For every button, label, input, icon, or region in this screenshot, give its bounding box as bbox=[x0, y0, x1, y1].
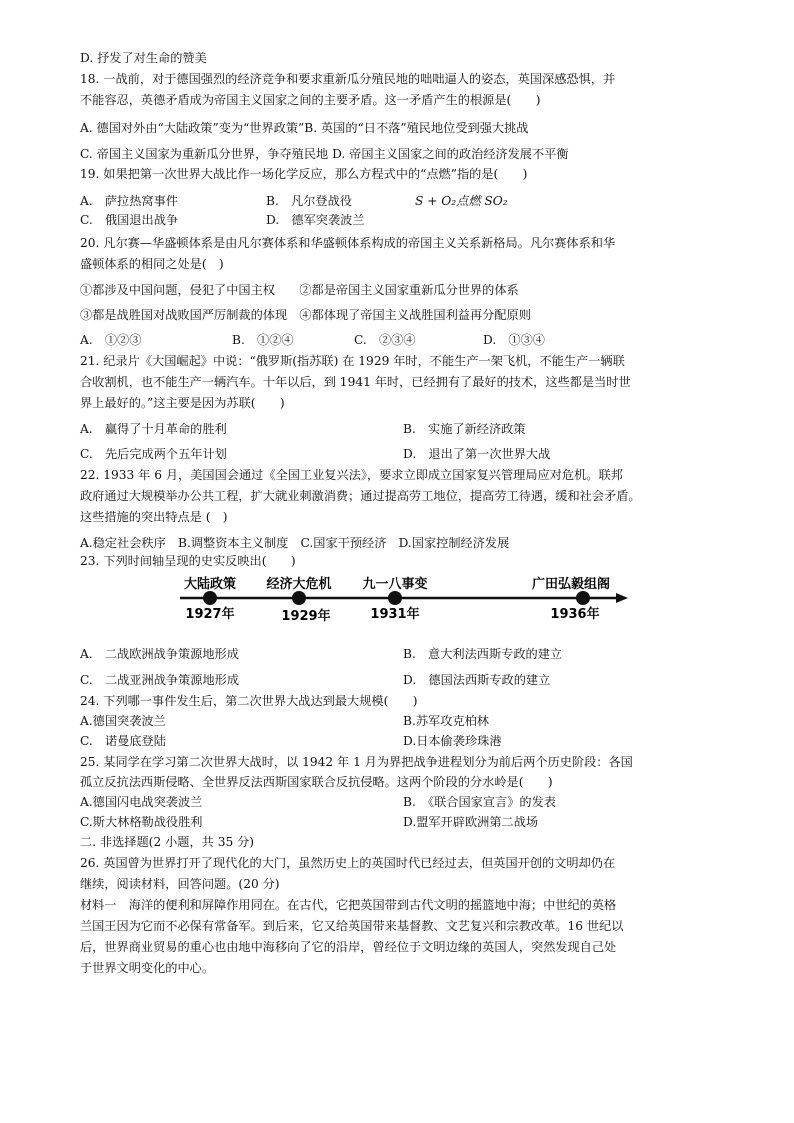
timeline-event-4: 广田弘毅组阁 bbox=[531, 577, 611, 592]
q19-option-a: A. 萨拉热窝事件 bbox=[80, 194, 178, 208]
q20-option-c: C. ②③④ bbox=[354, 333, 416, 347]
q24-option-c: C. 诺曼底登陆 bbox=[80, 734, 166, 748]
q23-option-b: B. 意大利法西斯专政的建立 bbox=[403, 647, 563, 661]
q24-option-d: D.日本偷袭珍珠港 bbox=[403, 734, 502, 748]
q18-stem-line1: 18. 一战前，对于德国强烈的经济竞争和要求重新瓜分殖民地的咄咄逼人的姿态，英国深感恐惧，并 bbox=[80, 72, 616, 86]
q22-stem-line2: 政府通过大规模举办公共工程，扩大就业刺激消费；通过提高劳工地位，提高劳工待遇，缓和社会矛盾。 bbox=[80, 489, 641, 503]
q18-options-cd: C. 帝国主义国家为重新瓜分世界，争夺殖民地 D. 帝国主义国家之间的政治经济发展不平衡 bbox=[80, 147, 569, 161]
q21-option-d: D. 退出了第一次世界大战 bbox=[403, 447, 551, 461]
timeline-dot-1929 bbox=[292, 591, 306, 605]
q20-option-a: A. ①②③ bbox=[80, 333, 142, 347]
q21-stem-line3: 界上最好的。”这主要是因为苏联( ) bbox=[80, 396, 285, 410]
q23-option-a: A. 二战欧洲战争策源地形成 bbox=[80, 647, 239, 661]
q24-option-b: B.苏军攻克柏林 bbox=[403, 714, 489, 728]
timeline-dot-1936 bbox=[576, 591, 590, 605]
q18-stem-line2: 不能容忍，英德矛盾成为帝国主义国家之间的主要矛盾。这一矛盾产生的根源是( ) bbox=[80, 93, 541, 107]
q24-stem: 24. 下列哪一事件发生后，第二次世界大战达到最大规模( ) bbox=[80, 694, 418, 708]
timeline-dot-1927 bbox=[203, 591, 217, 605]
q26-material-line4: 于世界文明变化的中心。 bbox=[80, 961, 215, 975]
q21-option-b: B. 实施了新经济政策 bbox=[403, 422, 526, 436]
q23-option-c: C. 二战亚洲战争策源地形成 bbox=[80, 673, 240, 687]
q21-stem-line2: 合收割机，也不能生产一辆汽车。十年以后，到 1941 年时，已经拥有了最好的技术，这些都是当时世 bbox=[80, 375, 631, 389]
q22-options: A.稳定社会秩序 B.调整资本主义制度 C.国家干预经济 D.国家控制经济发展 bbox=[80, 536, 510, 550]
timeline-year-2: 1929年 bbox=[281, 609, 331, 624]
q20-stem-line1: 20. 凡尔赛—华盛顿体系是由凡尔赛体系和华盛顿体系构成的帝国主义关系新格局。凡尔赛体系和华 bbox=[80, 236, 616, 250]
timeline-arrowhead bbox=[616, 593, 628, 603]
timeline-event-1: 大陆政策 bbox=[183, 577, 237, 592]
q19-option-d: D. 德军突袭波兰 bbox=[266, 213, 365, 227]
q19-option-b: B. 凡尔登战役 bbox=[266, 194, 352, 208]
q20-option-b: B. ①②④ bbox=[232, 333, 294, 347]
q23-stem: 23. 下列时间轴呈现的史实反映出( ) bbox=[80, 554, 296, 568]
q25-stem-line1: 25. 某同学在学习第二次世界大战时，以 1942 年 1 月为界把战争进程划分为前后两个历史阶段：各国 bbox=[80, 755, 633, 769]
section-two-heading: 二. 非选择题(2 小题，共 35 分) bbox=[80, 835, 255, 849]
q20-option-d: D. ①③④ bbox=[483, 333, 545, 347]
timeline-year-3: 1931年 bbox=[370, 607, 420, 622]
q24-option-a: A.德国突袭波兰 bbox=[80, 714, 166, 728]
q19-stem: 19. 如果把第一次世界大战比作一场化学反应，那么方程式中的“点燃”指的是( ) bbox=[80, 167, 528, 181]
q25-option-d: D.盟军开辟欧洲第二战场 bbox=[403, 815, 539, 829]
q22-stem-line1: 22. 1933 年 6 月，美国国会通过《全国工业复兴法》，要求立即成立国家复兴管理局应对危机。联邦 bbox=[80, 468, 623, 482]
history-timeline bbox=[170, 576, 630, 626]
q25-option-b: B. 《联合国家宣言》的发表 bbox=[403, 795, 556, 809]
q17-option-d: D. 抒发了对生命的赞美 bbox=[80, 51, 207, 65]
q19-option-c: C. 俄国退出战争 bbox=[80, 213, 179, 227]
q23-option-d: D. 德国法西斯专政的建立 bbox=[403, 673, 551, 687]
timeline-dot-1931 bbox=[388, 591, 402, 605]
q26-material-line1: 材料一 海洋的便利和屏障作用同在。在古代，它把英国带到古代文明的摇篮地中海；中世纪的英格 bbox=[80, 898, 617, 912]
q20-stem-line2: 盛顿体系的相同之处是( ) bbox=[80, 257, 224, 271]
q19-formula: S + O₂点燃 SO₂ bbox=[415, 194, 508, 208]
q18-options-ab: A. 德国对外由“大陆政策”变为“世界政策”B. 英国的“日不落”殖民地位受到强大挑战 bbox=[80, 121, 529, 135]
q22-stem-line3: 这些措施的突出特点是 ( ) bbox=[80, 510, 228, 524]
timeline-year-4: 1936年 bbox=[550, 607, 600, 622]
q20-statements-12: ①都涉及中国问题，侵犯了中国主权 ②都是帝国主义国家重新瓜分世界的体系 bbox=[80, 283, 519, 297]
timeline-event-3: 九一八事变 bbox=[362, 577, 428, 592]
q26-material-line3: 后，世界商业贸易的重心也由地中海移向了它的沿岸，曾经位于文明边缘的英国人，突然发现自己处 bbox=[80, 940, 617, 954]
q25-stem-line2: 孤立反抗法西斯侵略、全世界反法西斯国家联合反抗侵略。这两个阶段的分水岭是( ) bbox=[80, 775, 553, 789]
q21-option-c: C. 先后完成两个五年计划 bbox=[80, 447, 227, 461]
timeline-event-2: 经济大危机 bbox=[266, 577, 332, 592]
q25-option-c: C.斯大林格勒战役胜利 bbox=[80, 815, 203, 829]
q25-option-a: A.德国闪电战突袭波兰 bbox=[80, 795, 203, 809]
q26-stem-line1: 26. 英国曾为世界打开了现代化的大门，虽然历史上的英国时代已经过去，但英国开创的文明却仍在 bbox=[80, 856, 616, 870]
q26-stem-line2: 继续，阅读材料，回答问题。(20 分) bbox=[80, 877, 280, 891]
q21-option-a: A. 赢得了十月革命的胜利 bbox=[80, 422, 227, 436]
q26-material-line2: 兰国王因为它而不必保有常备军。到后来，它又给英国带来基督教、文艺复兴和宗教改革。16 世纪以 bbox=[80, 919, 624, 933]
q20-statements-34: ③都是战胜国对战败国严厉制裁的体现 ④都体现了帝国主义战胜国利益再分配原则 bbox=[80, 308, 531, 322]
timeline-year-1: 1927年 bbox=[185, 607, 235, 622]
q21-stem-line1: 21. 纪录片《大国崛起》中说：“俄罗斯(指苏联) 在 1929 年时，不能生产一架飞机，不能生产一辆联 bbox=[80, 354, 625, 368]
